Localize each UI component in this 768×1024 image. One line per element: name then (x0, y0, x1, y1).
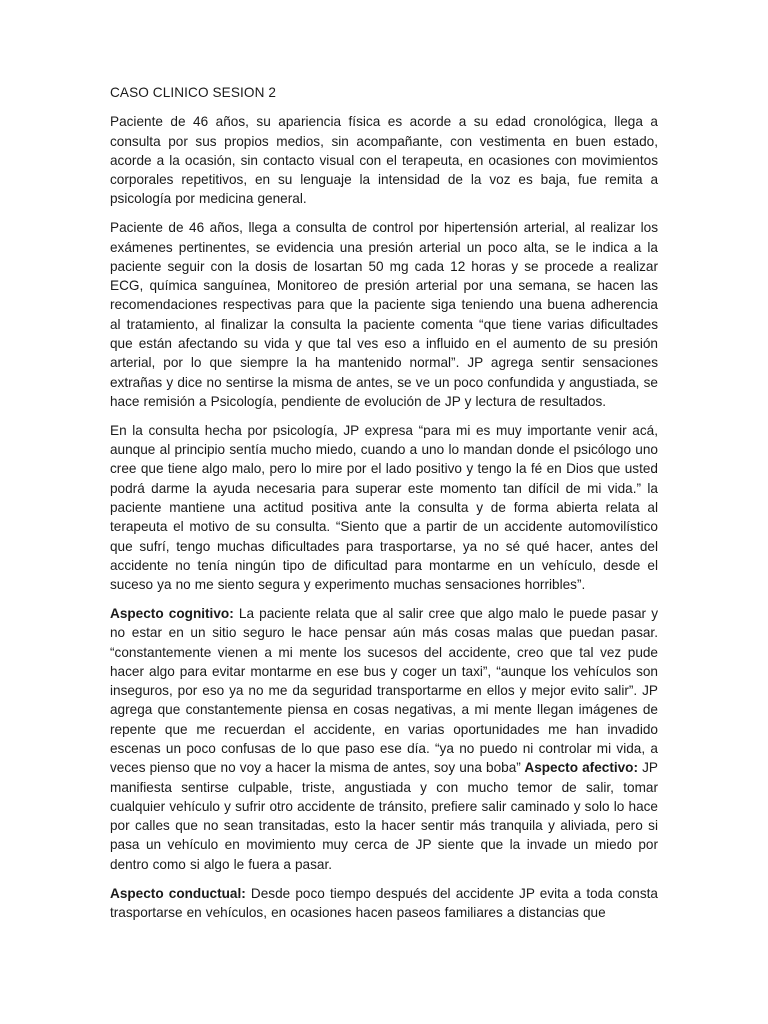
paragraph-text: JP manifiesta sentirse culpable, triste, angustiada y con mucho temor de salir, tomar cualquier vehículo y sufrir otro accidente de tránsito, prefiere salir caminado y solo lo hace por calles que no sean transitadas, esto la hacer sentir más tranquila y aliviada, pero si pasa un vehículo en movimiento muy cerca de JP siente que la invade un miedo por dentro como si algo le fuera a pasar. (110, 760, 658, 872)
paragraph-behavioral (110, 884, 658, 923)
section-label-cognitive: Aspecto cognitivo: (110, 605, 234, 621)
paragraph-control-visit (110, 218, 658, 411)
section-label-affective: Aspecto afectivo: (520, 760, 639, 776)
paragraph-text: Paciente de 46 años, su apariencia física es acorde a su edad cronológica, llega a consulta por sus propios medios, sin acompañante, con vestimenta en buen estado, acorde a la ocasión, sin contacto visual con el terapeuta, en ocasiones con movimientos corporales repetitivos, en su lenguaje la intensidad de la voz es baja, fue remita a psicología por medicina general. (110, 114, 658, 207)
paragraph-presentation (110, 112, 658, 208)
paragraph-text: Desde poco tiempo después del accidente JP evita a toda consta trasportarse en vehículos, en ocasiones hacen paseos familiares a distancias que (110, 885, 658, 920)
paragraph-text: Paciente de 46 años, llega a consulta de control por hipertensión arterial, al realizar los exámenes pertinentes, se evidencia una presión arterial un poco alta, se le indica a la paciente seguir con la dosis de losartan 50 mg cada 12 horas y se procede a realizar ECG, química sanguínea, Monitoreo de presión arterial por una semana, se hacen las recomendaciones respectivas para que la paciente siga teniendo una buena adherencia al tratamiento, al finalizar la consulta la paciente comenta “que tiene varias dificultades que están afectando su vida y que tal ves eso a influido en el aumento de su presión arterial, por lo que siempre la ha mantenido normal”. JP agrega sentir sensaciones extrañas y dice no sentirse la misma de antes, se ve un poco confundida y angustiada, se hace remisión a Psicología, pendiente de evolución de JP y lectura de resultados. (110, 220, 658, 409)
paragraph-psychology-visit (110, 421, 658, 595)
document-title: CASO CLINICO SESION 2 (110, 85, 277, 100)
paragraph-cognitive-affective (110, 604, 658, 874)
paragraph-text: La paciente relata que al salir cree que algo malo le puede pasar y no estar en un sitio seguro le hace pensar aún más cosas malas que puedan pasar. “constantemente vienen a mi mente los sucesos del accidente, creo que tal vez pude hacer algo para evitar montarme en ese bus y coger un taxi”, “aunque los vehículos son inseguros, por eso ya no me da seguridad transportarme en ellos y mejor evito salir”. JP agrega que constantemente piensa en cosas negativas, a mi mente llegan imágenes de repente que me recuerdan el accidente, en varias oportunidades me han invadido escenas un poco confusas de lo que paso ese día. “ya no puedo ni controlar mi vida, a veces pienso que no voy a hacer la misma de antes, soy una boba” (110, 605, 658, 776)
paragraph-text: En la consulta hecha por psicología, JP expresa “para mi es muy importante venir acá, aunque al principio sentía mucho miedo, cuando a uno lo mandan donde el psicólogo uno cree que tiene algo malo, pero lo mire por el lado positivo y tengo la fé en Dios que usted podrá darme la ayuda necesaria para superar este momento tan difícil de mi vida.” la paciente mantiene una actitud positiva ante la consulta y de forma abierta relata al terapeuta el motivo de su consulta. “Siento que a partir de un accidente automovilístico que sufrí, tengo muchas dificultades para trasportarse, ya no sé qué hacer, antes del accidente no tenía ningún tipo de dificultad para montarme en un vehículo, desde el suceso ya no me siento segura y experimento muchas sensaciones horribles”. (110, 422, 658, 593)
section-label-behavioral: Aspecto conductual: (110, 885, 246, 901)
document-page (110, 83, 658, 922)
